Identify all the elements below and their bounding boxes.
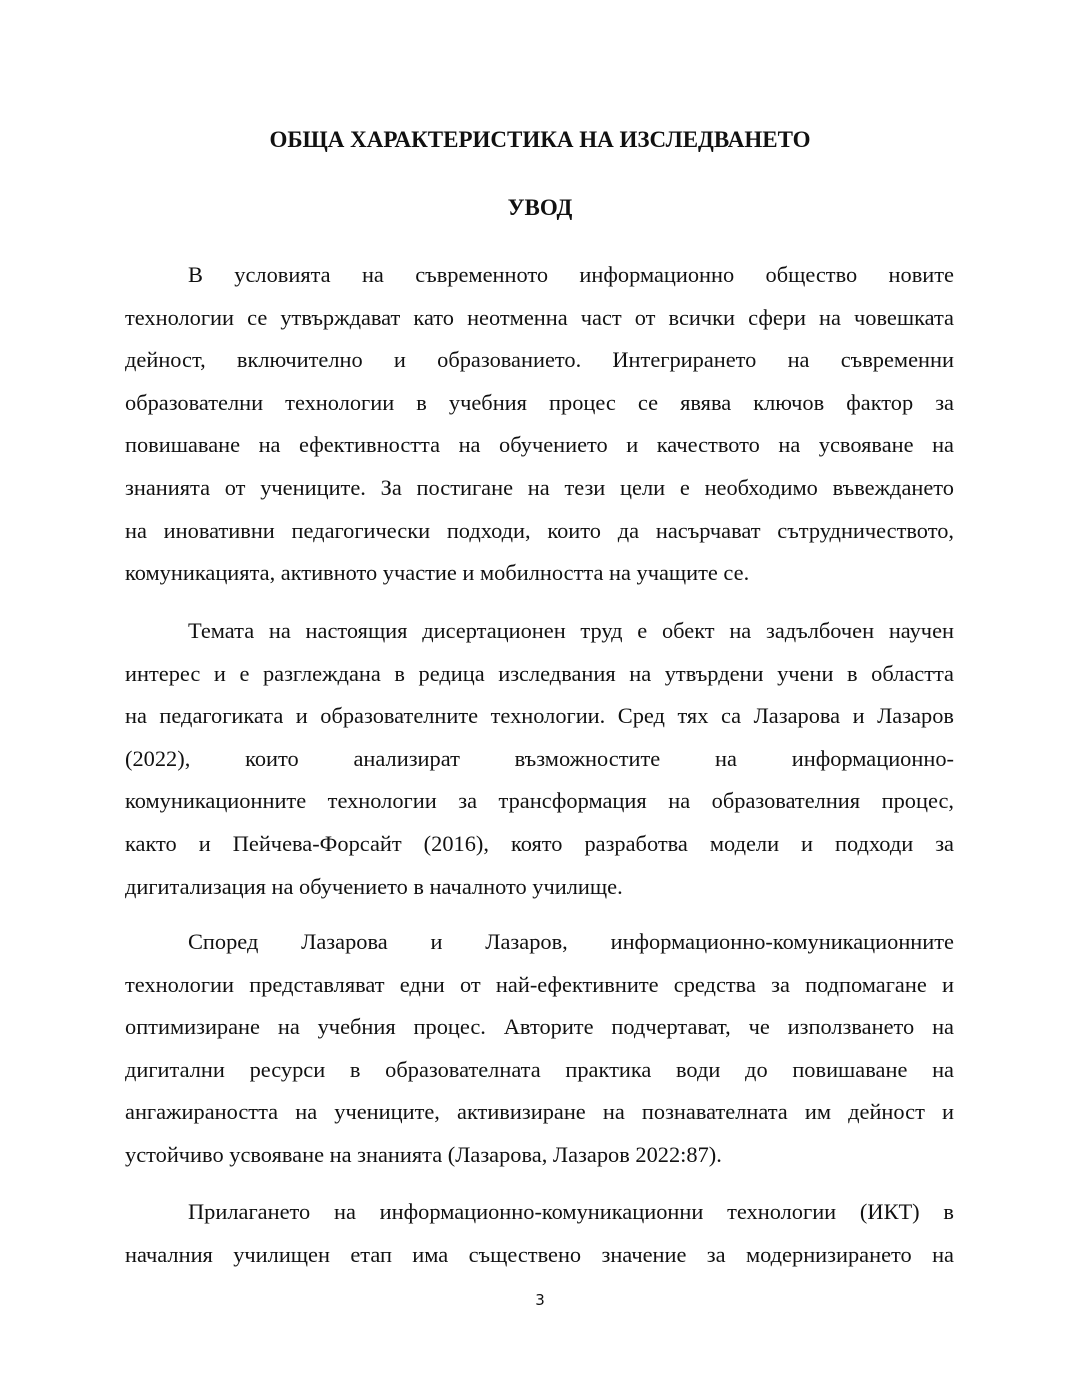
paragraph-line: както и Пейчева-Форсайт (2016), която разработва модели и подходи за [125,830,954,856]
paragraph-line: ангажираността на учениците, активизиране на познавателната им дейност и [125,1099,954,1125]
paragraph-line: дигитални ресурси в образователната практика води до повишаване на [125,1056,954,1082]
paragraph-line: дейност, включително и образованието. Интегрирането на съвременни [125,347,954,373]
paragraph-4 [125,1191,954,1276]
paragraph-line: образователни технологии в учебния процес се явява ключов фактор за [125,389,954,415]
paragraph-line: на педагогиката и образователните технологии. Сред тях са Лазарова и Лазаров [125,703,954,729]
section-heading: УВОД [507,195,573,220]
paragraph-2 [125,610,954,908]
paragraph-line: технологии представляват едни от най-ефективните средства за подпомагане и [125,971,954,997]
paragraph-line: комуникационните технологии за трансформация на образователния процес, [125,788,954,814]
paragraph-line: Прилагането на информационно-комуникационни технологии (ИКТ) в [188,1199,954,1224]
page-number: 3 [535,1291,545,1309]
paragraph-line: Според Лазарова и Лазаров, информационно-комуникационните [188,929,954,954]
paragraph-line: знанията от учениците. За постигане на тези цели е необходимо въвеждането [125,474,954,500]
paragraph-line: дигитализация на обучението в началното училище. [125,873,623,899]
paragraph-line: В условията на съвременното информационно общество новите [188,262,954,287]
paragraph-line: интерес и е разглеждана в редица изследвания на утвърдени учени в областта [125,660,954,686]
paragraph-line: повишаване на ефективността на обучението и качеството на усвояване на [125,432,954,458]
paragraph-1 [125,254,954,595]
document-title: ОБЩА ХАРАКТЕРИСТИКА НА ИЗСЛЕДВАНЕТО [269,127,811,152]
paragraph-line: оптимизиране на учебния процес. Авторите подчертават, че използването на [125,1014,954,1040]
paragraph-line: началния училищен етап има съществено значение за модернизирането на [125,1241,954,1267]
paragraph-line: устойчиво усвояване на знанията (Лазарова, Лазаров 2022:87). [125,1141,722,1167]
paragraph-3 [125,921,954,1177]
paragraph-line: Темата на настоящия дисертационен труд е обект на задълбочен научен [188,618,954,643]
paragraph-line: (2022), които анализират възможностите на информационно- [125,745,954,771]
paragraph-line: комуникацията, активното участие и мобилността на учащите се. [125,560,750,586]
paragraph-line: на иновативни педагогически подходи, които да насърчават сътрудничеството, [125,517,954,543]
paragraph-line: технологии се утвърждават като неотменна част от всички сфери на човешката [125,304,954,330]
